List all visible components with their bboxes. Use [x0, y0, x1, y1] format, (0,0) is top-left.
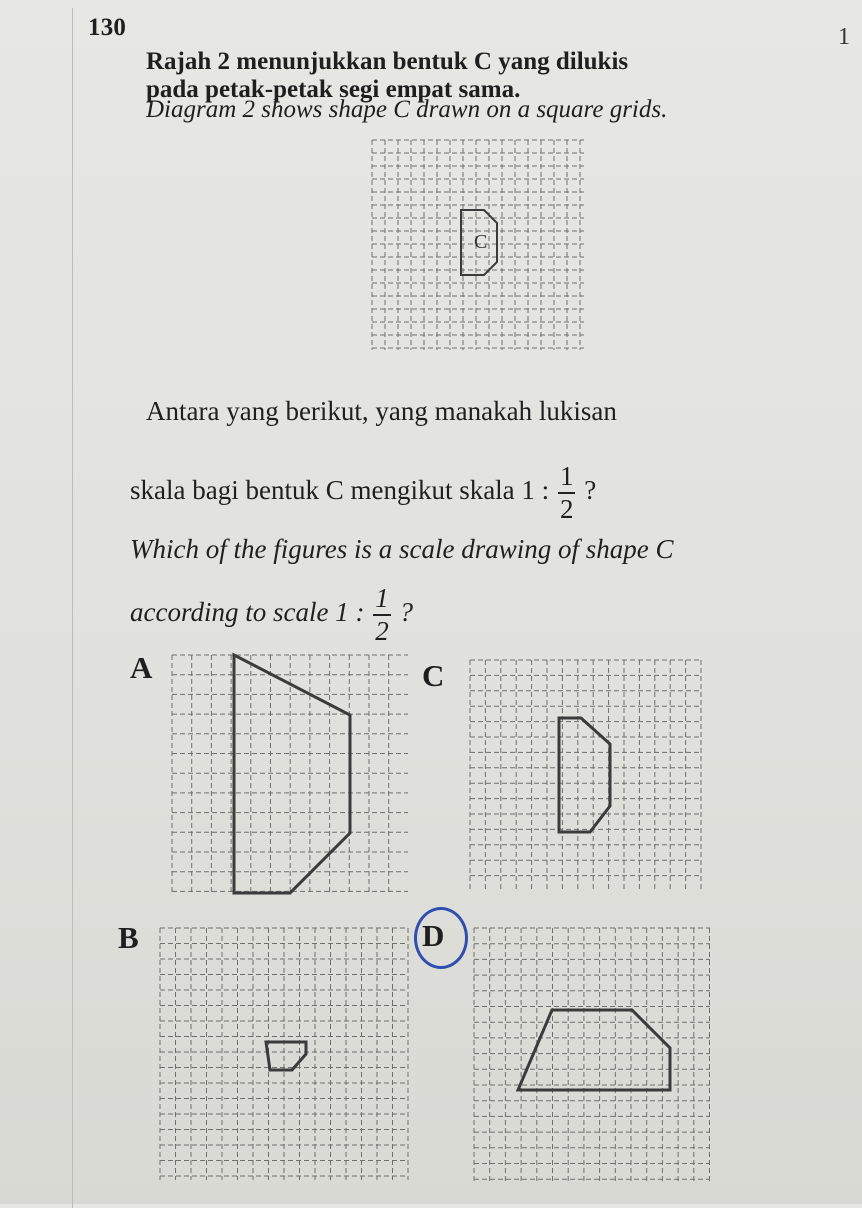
question-mark: ? [584, 475, 597, 506]
option-d-grid[interactable] [474, 928, 710, 1184]
option-a-label[interactable]: A [130, 650, 153, 685]
scale-fraction-english: $\frac{1}{2}$ [375, 583, 389, 646]
option-a-grid[interactable] [172, 655, 408, 895]
scale-fraction-malay: $\frac{1}{2}$ [559, 461, 574, 524]
malay-line-1: Rajah 2 menunjukkan bentuk C yang dilukis [146, 48, 629, 75]
question-mark-en: ? [399, 597, 413, 628]
option-a-shape [234, 655, 350, 893]
prompt-english-line-1: Which of the figures is a scale drawing of shape C [130, 534, 674, 564]
mark-value: 1 [838, 24, 850, 50]
malay-line-1b: pada petak-petak segi empat sama. [146, 76, 521, 103]
option-b-label[interactable]: B [118, 920, 139, 955]
option-c-grid[interactable] [470, 660, 702, 890]
prompt-malay-text: skala bagi bentuk C mengikut skala 1 : [130, 475, 550, 506]
option-c-shape [559, 718, 610, 832]
prompt-malay-line-1: Antara yang berikut, yang manakah lukisan [146, 396, 617, 426]
question-text-english: Diagram 2 shows shape C drawn on a square grids. [146, 96, 668, 123]
shape-c-label: C [474, 231, 488, 253]
prompt-malay-line-2 [130, 463, 596, 523]
prompt-english-line-2 [130, 585, 413, 645]
option-b-grid[interactable] [160, 928, 408, 1180]
option-d-label[interactable]: D [422, 918, 445, 953]
prompt-english-text: according to scale 1 : [130, 597, 365, 628]
diagram-2-grid [372, 140, 584, 350]
question-number: 130 [88, 14, 127, 41]
option-c-label[interactable]: C [422, 658, 445, 693]
